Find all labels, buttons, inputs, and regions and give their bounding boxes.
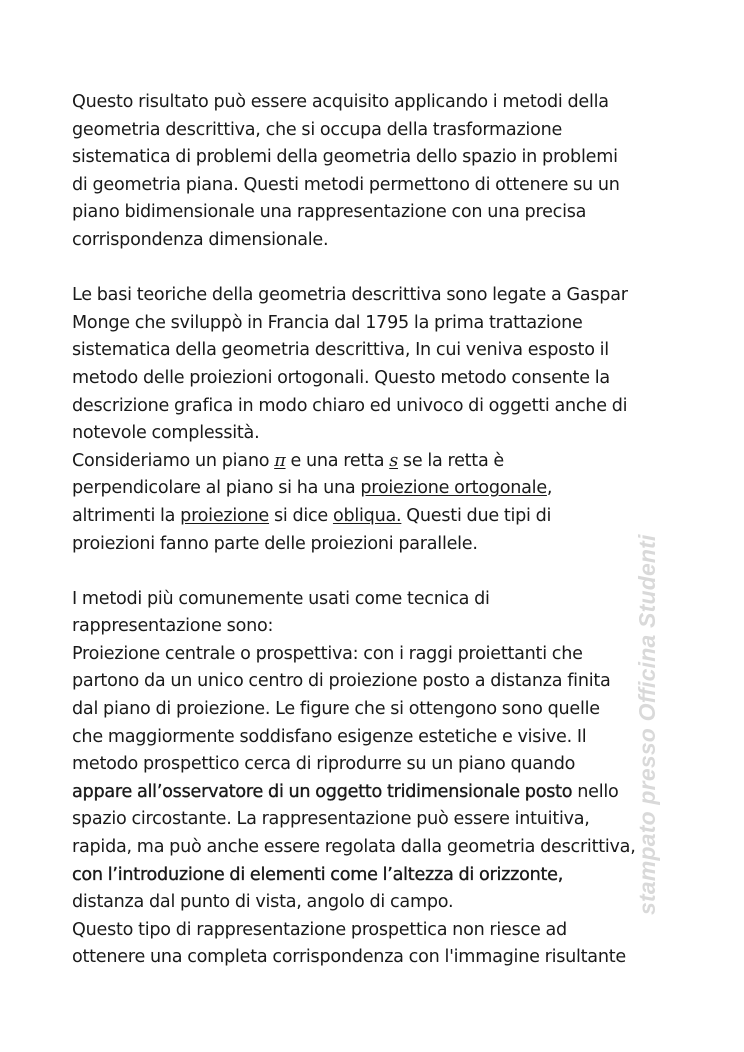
emphasized-text: appare all’osservatore di un oggetto tridimensionale posto [72,781,573,802]
text-line: che maggiormente soddisfano esigenze estetiche e visive. Il [72,726,587,747]
text-line: rappresentazione sono: [72,616,274,637]
text-line [72,475,692,503]
text-line: dal piano di proiezione. Le figure che si ottengono sono quelle [72,699,600,720]
text-line: sistematica di problemi della geometria dello spazio in problemi [72,147,618,168]
underlined-term: proiezione ortogonale [360,478,547,499]
text-run: altrimenti la [72,505,181,526]
text-line: spazio circostante. La rappresentazione può essere intuitiva, [72,809,590,830]
text-line: metodo delle proiezioni ortogonali. Questo metodo consente la [72,367,610,388]
text-line: Monge che sviluppò in Francia dal 1795 la prima trattazione [72,312,583,333]
paragraph-1 [72,89,692,255]
text-line: piano bidimensionale una rappresentazione con una precisa [72,202,587,223]
text-line: corrispondenza dimensionale. [72,229,329,250]
plane-symbol-pi: π [274,450,286,471]
text-line [72,448,692,476]
text-line: geometria descrittiva, che si occupa della trasformazione [72,119,563,140]
text-line: di geometria piana. Questi metodi permettono di ottenere su un [72,174,620,195]
paragraph-3 [72,448,692,558]
text-line: Proiezione centrale o prospettiva: con i raggi proiettanti che [72,643,583,664]
text-line: I metodi più comunemente usati come tecnica di [72,588,490,609]
text-run: perpendicolare al piano si ha una [72,478,361,499]
text-run: Consideriamo un piano [72,450,275,471]
paragraph-2 [72,282,692,448]
paragraph-spacer [72,558,692,586]
text-line: rapida, ma può anche essere regolata dalla geometria descrittiva, [72,837,636,858]
text-line: Le basi teoriche della geometria descrittiva sono legate a Gaspar [72,285,628,306]
text-run: nello [572,781,619,802]
paragraph-4 [72,586,692,972]
text-line: metodo prospettico cerca di riprodurre su un piano quando [72,754,576,775]
text-run: se la retta è [397,450,504,471]
text-run: Questi due tipi di [401,505,552,526]
emphasized-text: con l’introduzione di elementi come l’altezza di orizzonte, [72,864,564,885]
text-line: Questo tipo di rappresentazione prospettica non riesce ad [72,919,567,940]
text-line: notevole complessità. [72,423,260,444]
text-line: partono da un unico centro di proiezione posto a distanza finita [72,671,611,692]
text-line: distanza dal punto di vista, angolo di campo. [72,892,454,913]
watermark-text: stampato presso Officina Studenti [634,534,660,915]
underlined-term: proiezione [180,505,270,526]
text-line: sistematica della geometria descrittiva, In cui veniva esposto il [72,340,609,361]
paragraph-spacer [72,255,692,283]
text-line: ottenere una completa corrispondenza con l'immagine risultante [72,947,626,968]
text-line [72,503,692,531]
line-symbol-s: s [389,450,398,471]
text-run: , [546,478,553,499]
text-line: proiezioni fanno parte delle proiezioni parallele. [72,533,478,554]
underlined-term: obliqua. [332,505,402,526]
text-run: si dice [269,505,333,526]
text-line: Questo risultato può essere acquisito applicando i metodi della [72,92,609,112]
text-run: e una retta [285,450,390,471]
document-body [72,89,692,972]
text-line: descrizione grafica in modo chiaro ed univoco di oggetti anche di [72,395,628,416]
text-line [72,779,692,807]
